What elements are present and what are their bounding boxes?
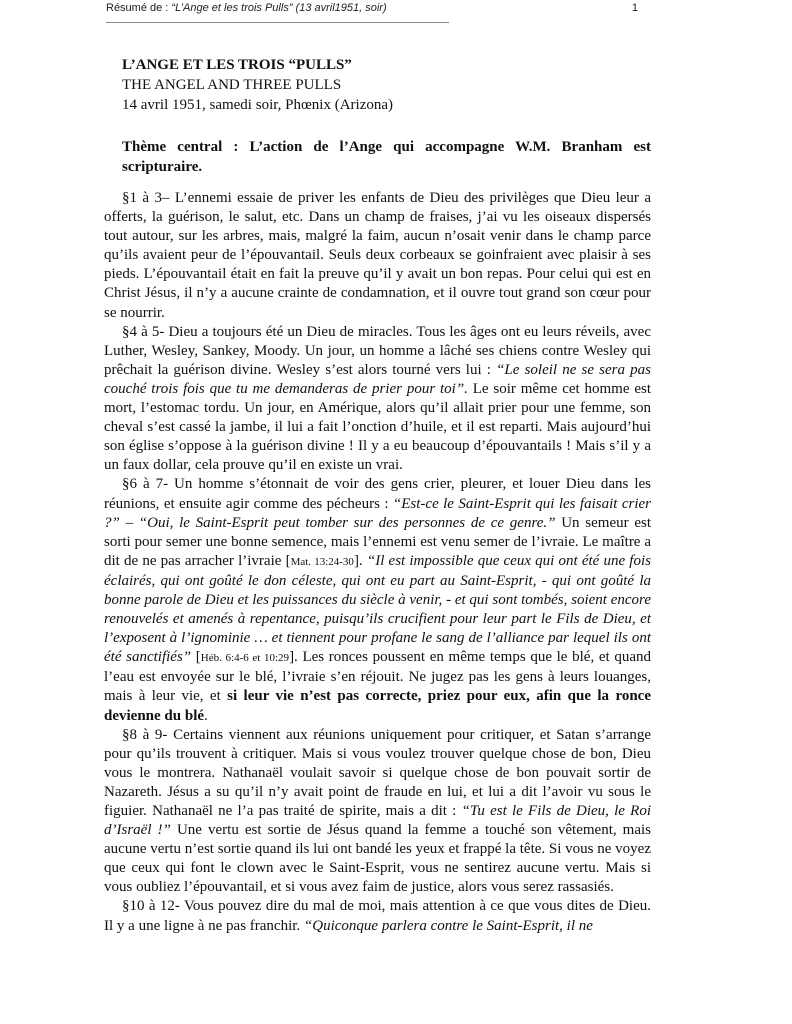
text-run: §10 à 12- Vous pouvez dire du mal de moi, mais attention à ce que vous dites de Dieu. Il y a une ligne à ne pas franchir.: [104, 898, 651, 934]
quote: “Tu est le Fils de Dieu, le Roi d’Israël !”: [104, 803, 651, 839]
quote: “Est-ce le Saint-Esprit qui les faisait crier ?” – “Oui, le Saint-Esprit peut tomber sur des personnes de ce genre.”: [104, 495, 651, 531]
text-run: §8 à 9- Certains viennent aux réunions uniquement pour critiquer, et Satan s’arrange pour qu’ils trouvent à critiquer. Mais si vous voulez trouver quelque chose de bon, Dieu vous le montrera. Nathanaël voulait savoir si quelque chose de bon pouvait sortir de Nazareth. Jésus a su qu’il n’y avait point de fraude en lui, et lui a dit l’avoir vu sous le figuier. Nathanaël ne l’a pas traité de spirite, mais a dit :: [104, 726, 651, 819]
paragraph-1: §1 à 3– L’ennemi essaie de priver les enfants de Dieu des privilèges que Dieu leur a offerts, la guérison, le salut, etc. Dans un champ de fraises, j’ai vu les oiseaux dispersés tout autour, sur les arbres, mais, malgré la faim, aucun n’osait venir dans le champ parce qu’ils avaient peur de l’épouvantail. Seuls deux corbeaux se goinfraient avec plaisir à ses pieds. L’épouvantail était en fait la preuve qu’il y avait un bon repas. Pour celui qui est en Christ Jésus, il n’y a aucune crainte de condamnation, et il ouvre tout grand son cœur pour se nourrir.: [104, 190, 651, 321]
paragraph-4: [104, 726, 651, 898]
text-run: [: [191, 649, 201, 666]
text-run: §6 à 7- Un homme s’étonnait de voir des gens crier, pleurer, et louer Dieu dans les réunions, et ensuite agir comme des pécheurs :: [104, 476, 651, 512]
text-run: §4 à 5- Dieu a toujours été un Dieu de miracles. Tous les âges ont eu leurs réveils, avec Luther, Wesley, Sankey, Moody. Un jour, un homme a lâché ses chiens contre Wesley qui prêchait la guérison divine. Wesley s’est alors tourné vers lui :: [104, 323, 651, 378]
document-body: [104, 189, 651, 936]
header-prefix: Résumé de :: [106, 2, 172, 14]
quote: “Le soleil ne se sera pas couché trois fois que tu me demanderas de prier pour toi”.: [104, 361, 651, 397]
text-run: Une vertu est sortie de Jésus quand la femme a touché son vêtement, mais aucune vertu n’est sortie quand ils lui ont bandé les yeux et frappé la tête. Si vous ne voyez que ceux qui font le clown avec le Saint-Esprit, vous ne sentirez aucune vertu. Mais si vous oubliez l’épouvantail, et si vous avez faim de justice, alors vous serez rassasiés.: [104, 822, 651, 896]
scripture-reference: Héb. 6:4-6 et 10:29: [200, 652, 290, 665]
title-french: L’ANGE ET LES TROIS “PULLS”: [122, 57, 352, 73]
paragraph-3: [104, 475, 651, 725]
page-number: 1: [631, 2, 638, 14]
header-title: “L’Ange et les trois Pulls” (13 avril1951, soir): [171, 2, 387, 14]
text-run: ]. Les ronces poussent en même temps que le blé, et quand l’eau est envoyée sur le blé, l’ivraie s’en réjouit. Ne jugez pas les gens à leurs louanges, mais à leur vie, et: [104, 649, 651, 705]
paragraph-2: [104, 323, 651, 476]
text-run: ].: [353, 552, 367, 569]
central-theme: Thème central : L’action de l’Ange qui accompagne W.M. Branham est scripturaire.: [122, 139, 651, 175]
text-run: Un semeur est sorti pour semer une bonne semence, mais l’ennemi est venu semer de l’ivraie. Le maître a dit de ne pas arracher l’ivraie [: [104, 514, 651, 569]
title-date: 14 avril 1951, samedi soir, Phœnix (Arizona): [122, 97, 394, 113]
title-block: [122, 55, 393, 115]
title-english: THE ANGEL AND THREE PULLS: [122, 77, 342, 93]
page-header: [106, 2, 638, 14]
text-run: Le soir même cet homme est mort, l’estomac tordu. Un jour, en Amérique, alors qu’il allait prier pour une femme, son cheval s’est cassé la jambe, il lui a fait l’onction d’huile, et il est reparti. Mais aujourd’hui son église s’oppose à la guérison divine ! Il y a eu beaucoup d’épouvantails ! Mais s’il y a un faux dollar, cela prouve qu’il en existe un vrai.: [104, 380, 651, 474]
quote: “Il est impossible que ceux qui ont été une fois éclairés, qui ont goûté le don céleste, qui ont eu part au Saint-Esprit, - qui ont goûté la bonne parole de Dieu et les puissances du siècle à venir, - et qui sont tombés, soient encore renouvelés et amenés à repentance, puisqu’ils crucifient pour leur part le Fils de Dieu, et l’exposent à l’ignominie … et tiennent pour profane le sang de l’alliance par lequel ils ont été sanctifiés”: [104, 552, 651, 666]
quote: “Quiconque parlera contre le Saint-Esprit, il ne: [303, 917, 593, 934]
paragraph-5: [104, 897, 651, 935]
emphasis: si leur vie n’est pas correcte, priez pour eux, afin que la ronce devienne du blé: [104, 688, 651, 724]
scripture-reference: Mat. 13:24-30: [290, 555, 354, 568]
header-divider: [106, 22, 449, 23]
text-run: .: [204, 707, 208, 724]
header-resume: [106, 2, 387, 14]
